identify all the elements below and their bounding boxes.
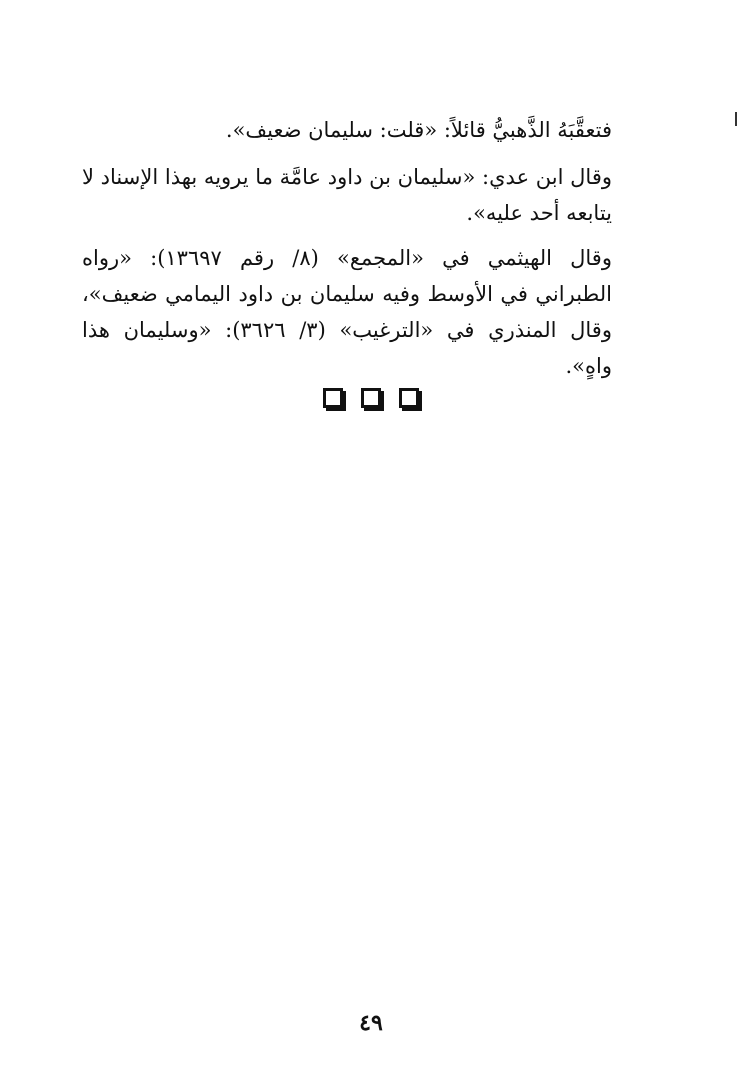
paragraph-ibn-adi-quote: وقال ابن عدي: «سليمان بن داود عامَّة ما يرويه بهذا الإسناد لا يتابعه أحد عليه». [82, 165, 612, 225]
ornament-square-icon [399, 388, 419, 408]
paragraph-haythami-quote: وقال الهيثمي في «المجمع» (٨/ رقم ١٣٦٩٧): «رواه الطبراني في الأوسط وفيه سليمان بن داود اليمامي ضعيف»، وقال المنذري في «الترغيب» (٣/ ٣٦٢٦): «وسليمان هذا واهٍ». [82, 246, 612, 378]
ornament-square-icon [323, 388, 343, 408]
scan-edge-mark [735, 112, 737, 126]
page-number: ٤٩ [359, 1010, 383, 1036]
ornament-square-icon [361, 388, 381, 408]
section-end-ornament [323, 388, 419, 414]
paragraph-dhahabi-comment: فتعقَّبَهُ الذَّهبيُّ قائلاً: «قلت: سليمان ضعيف». [225, 118, 612, 142]
